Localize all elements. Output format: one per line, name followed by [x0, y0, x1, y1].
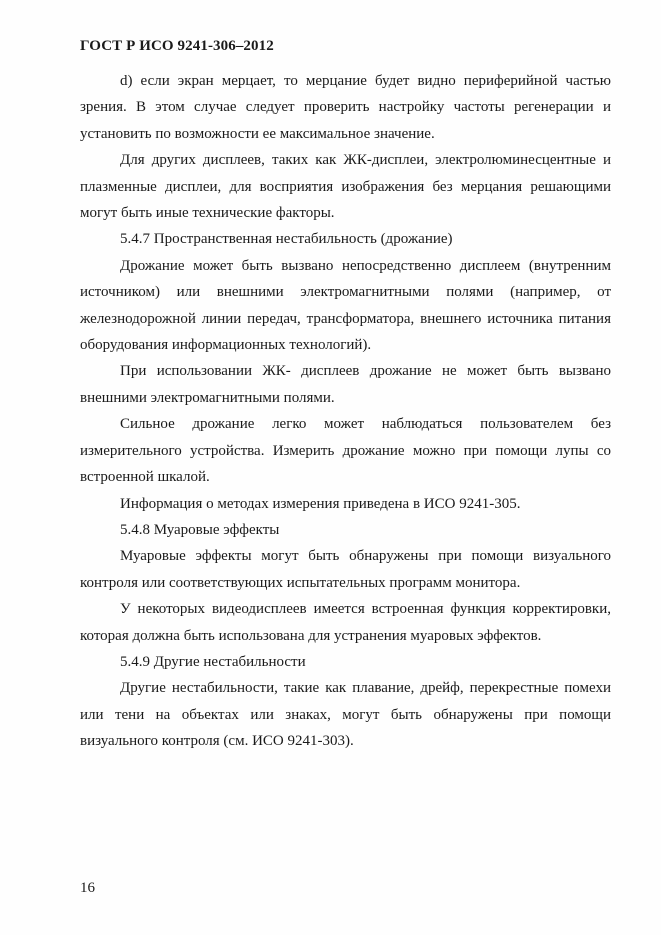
section-heading-5-4-9: 5.4.9 Другие нестабильности — [120, 653, 306, 670]
paragraph-other-instabilities: Другие нестабильности, такие как плавание, дрейф, перекрестные помехи или тени на объектах или знаках, могут быть обнаружены при помощи визуального контроля (см. ИСО 9241-303). — [80, 680, 611, 750]
section-heading-5-4-7: 5.4.7 Пространственная нестабильность (дрожание) — [120, 231, 453, 248]
paragraph-flicker-periphery: d) если экран мерцает, то мерцание будет видно периферийной частью зрения. В этом случае следует проверить настройку частоты регенерации и установить по возможности ее максимальное значение. — [80, 73, 611, 142]
paragraph-jitter-measurement: Сильное дрожание легко может наблюдаться пользователем без измерительного устройства. Измерить дрожание можно при помощи лупы со встроенной шкалой. — [80, 416, 611, 486]
document-header: ГОСТ Р ИСО 9241-306–2012 — [80, 38, 274, 54]
paragraph-lcd-jitter: При использовании ЖК- дисплеев дрожание не может быть вызвано внешними электромагнитными полями. — [80, 363, 611, 406]
paragraph-jitter-causes: Дрожание может быть вызвано непосредственно дисплеем (внутренним источником) или внешними электромагнитными полями (например, от железнодорожной линии передач, трансформатора, внешнего источника питания оборудования информационных технологий). — [80, 257, 611, 354]
paragraph-moire-detection: Муаровые эффекты могут быть обнаружены при помощи визуального контроля или соответствующих испытательных программ монитора. — [80, 548, 611, 591]
paragraph-moire-correction: У некоторых видеодисплеев имеется встроенная функция корректировки, которая должна быть использована для устранения муаровых эффектов. — [80, 601, 611, 644]
document-body — [80, 68, 611, 755]
paragraph-measurement-reference: Информация о методах измерения приведена в ИСО 9241-305. — [120, 495, 521, 512]
page-number: 16 — [80, 880, 95, 896]
section-heading-5-4-8: 5.4.8 Муаровые эффекты — [120, 521, 280, 538]
paragraph-other-displays: Для других дисплеев, таких как ЖК-дисплеи, электролюминесцентные и плазменные дисплеи, для восприятия изображения без мерцания решающими могут быть иные технические факторы. — [80, 152, 611, 222]
